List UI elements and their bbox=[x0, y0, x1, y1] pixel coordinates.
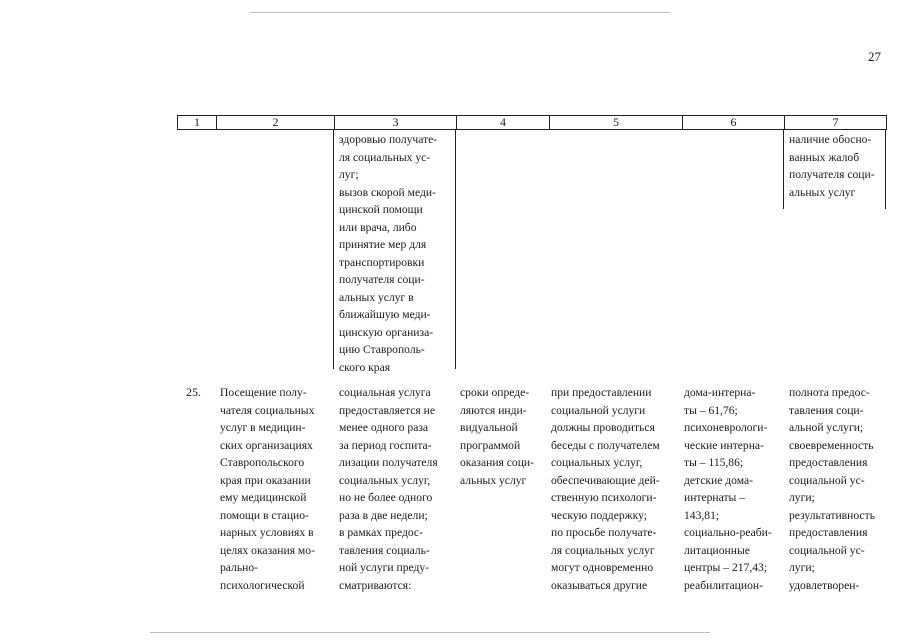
header-col-5: 5 bbox=[549, 116, 682, 129]
row-number: 25. bbox=[186, 385, 201, 399]
scan-noise-bottom bbox=[150, 632, 710, 633]
column-rule-7-left bbox=[783, 129, 784, 209]
row25-standards: при предоставлении социальной услуги должны проводиться беседы с получателем социальных услуг, обеспечивающие дей- ственную психологи- ческую поддержку; по просьбе получате- ля социальных услуг могут одновременно оказываться другие bbox=[551, 386, 660, 592]
row25-terms: сроки опреде- ляются инди- видуальной программой оказания соци- альных услуг bbox=[460, 386, 534, 487]
scan-noise-top bbox=[250, 12, 670, 13]
row25-tariffs: дома-интерна- ты – 61,76; психоневрологи- ческие интерна- ты – 115,86; детские дома- интернаты – 143,81; социально-реаби- литационные центры – 217,43; реабилитацион- bbox=[684, 386, 772, 592]
header-col-1: 1 bbox=[194, 115, 200, 129]
page-number: 27 bbox=[868, 49, 881, 64]
column-rule-7-right bbox=[885, 129, 886, 209]
table-header-row bbox=[177, 115, 887, 130]
continuation-col-7: наличие обосно- ванных жалоб получателя соци- альных услуг bbox=[789, 133, 875, 199]
header-col-2: 2 bbox=[216, 116, 334, 129]
continuation-col-3: здоровью получате- ля социальных ус- луг; вызов скорой меди- цинской помощи или врача, либо принятие мер для транспортировки получателя соци- альных услуг в ближайшую меди- цинскую организа- цию Ставрополь- ского края bbox=[339, 133, 438, 374]
row25-description: социальная услуга предоставляется не менее одного раза за период госпита- лизации получателя социальных услуг, но не более одного раза в две недели; в рамках предос- тавления социаль- ной услуги преду- сматриваются: bbox=[339, 386, 438, 592]
header-col-6: 6 bbox=[682, 116, 784, 129]
header-col-4: 4 bbox=[456, 116, 549, 129]
column-rule-3-right bbox=[455, 129, 456, 369]
header-col-7: 7 bbox=[784, 116, 886, 129]
row25-service-name: Посещение полу- чателя социальных услуг в медицин- ских организациях Ставропольского края при оказании ему медицинской помощи в стацио- нарных условиях в целях оказания мо- рально- психологической bbox=[220, 386, 315, 592]
row25-quality-indicators: полнота предос- тавления соци- альной услуги; своевременность предоставления социальной ус- луги; результативность предоставления социальной ус- луги; удовлетворен- bbox=[789, 386, 875, 592]
header-col-3: 3 bbox=[334, 116, 456, 129]
column-rule-3-left bbox=[333, 129, 334, 369]
